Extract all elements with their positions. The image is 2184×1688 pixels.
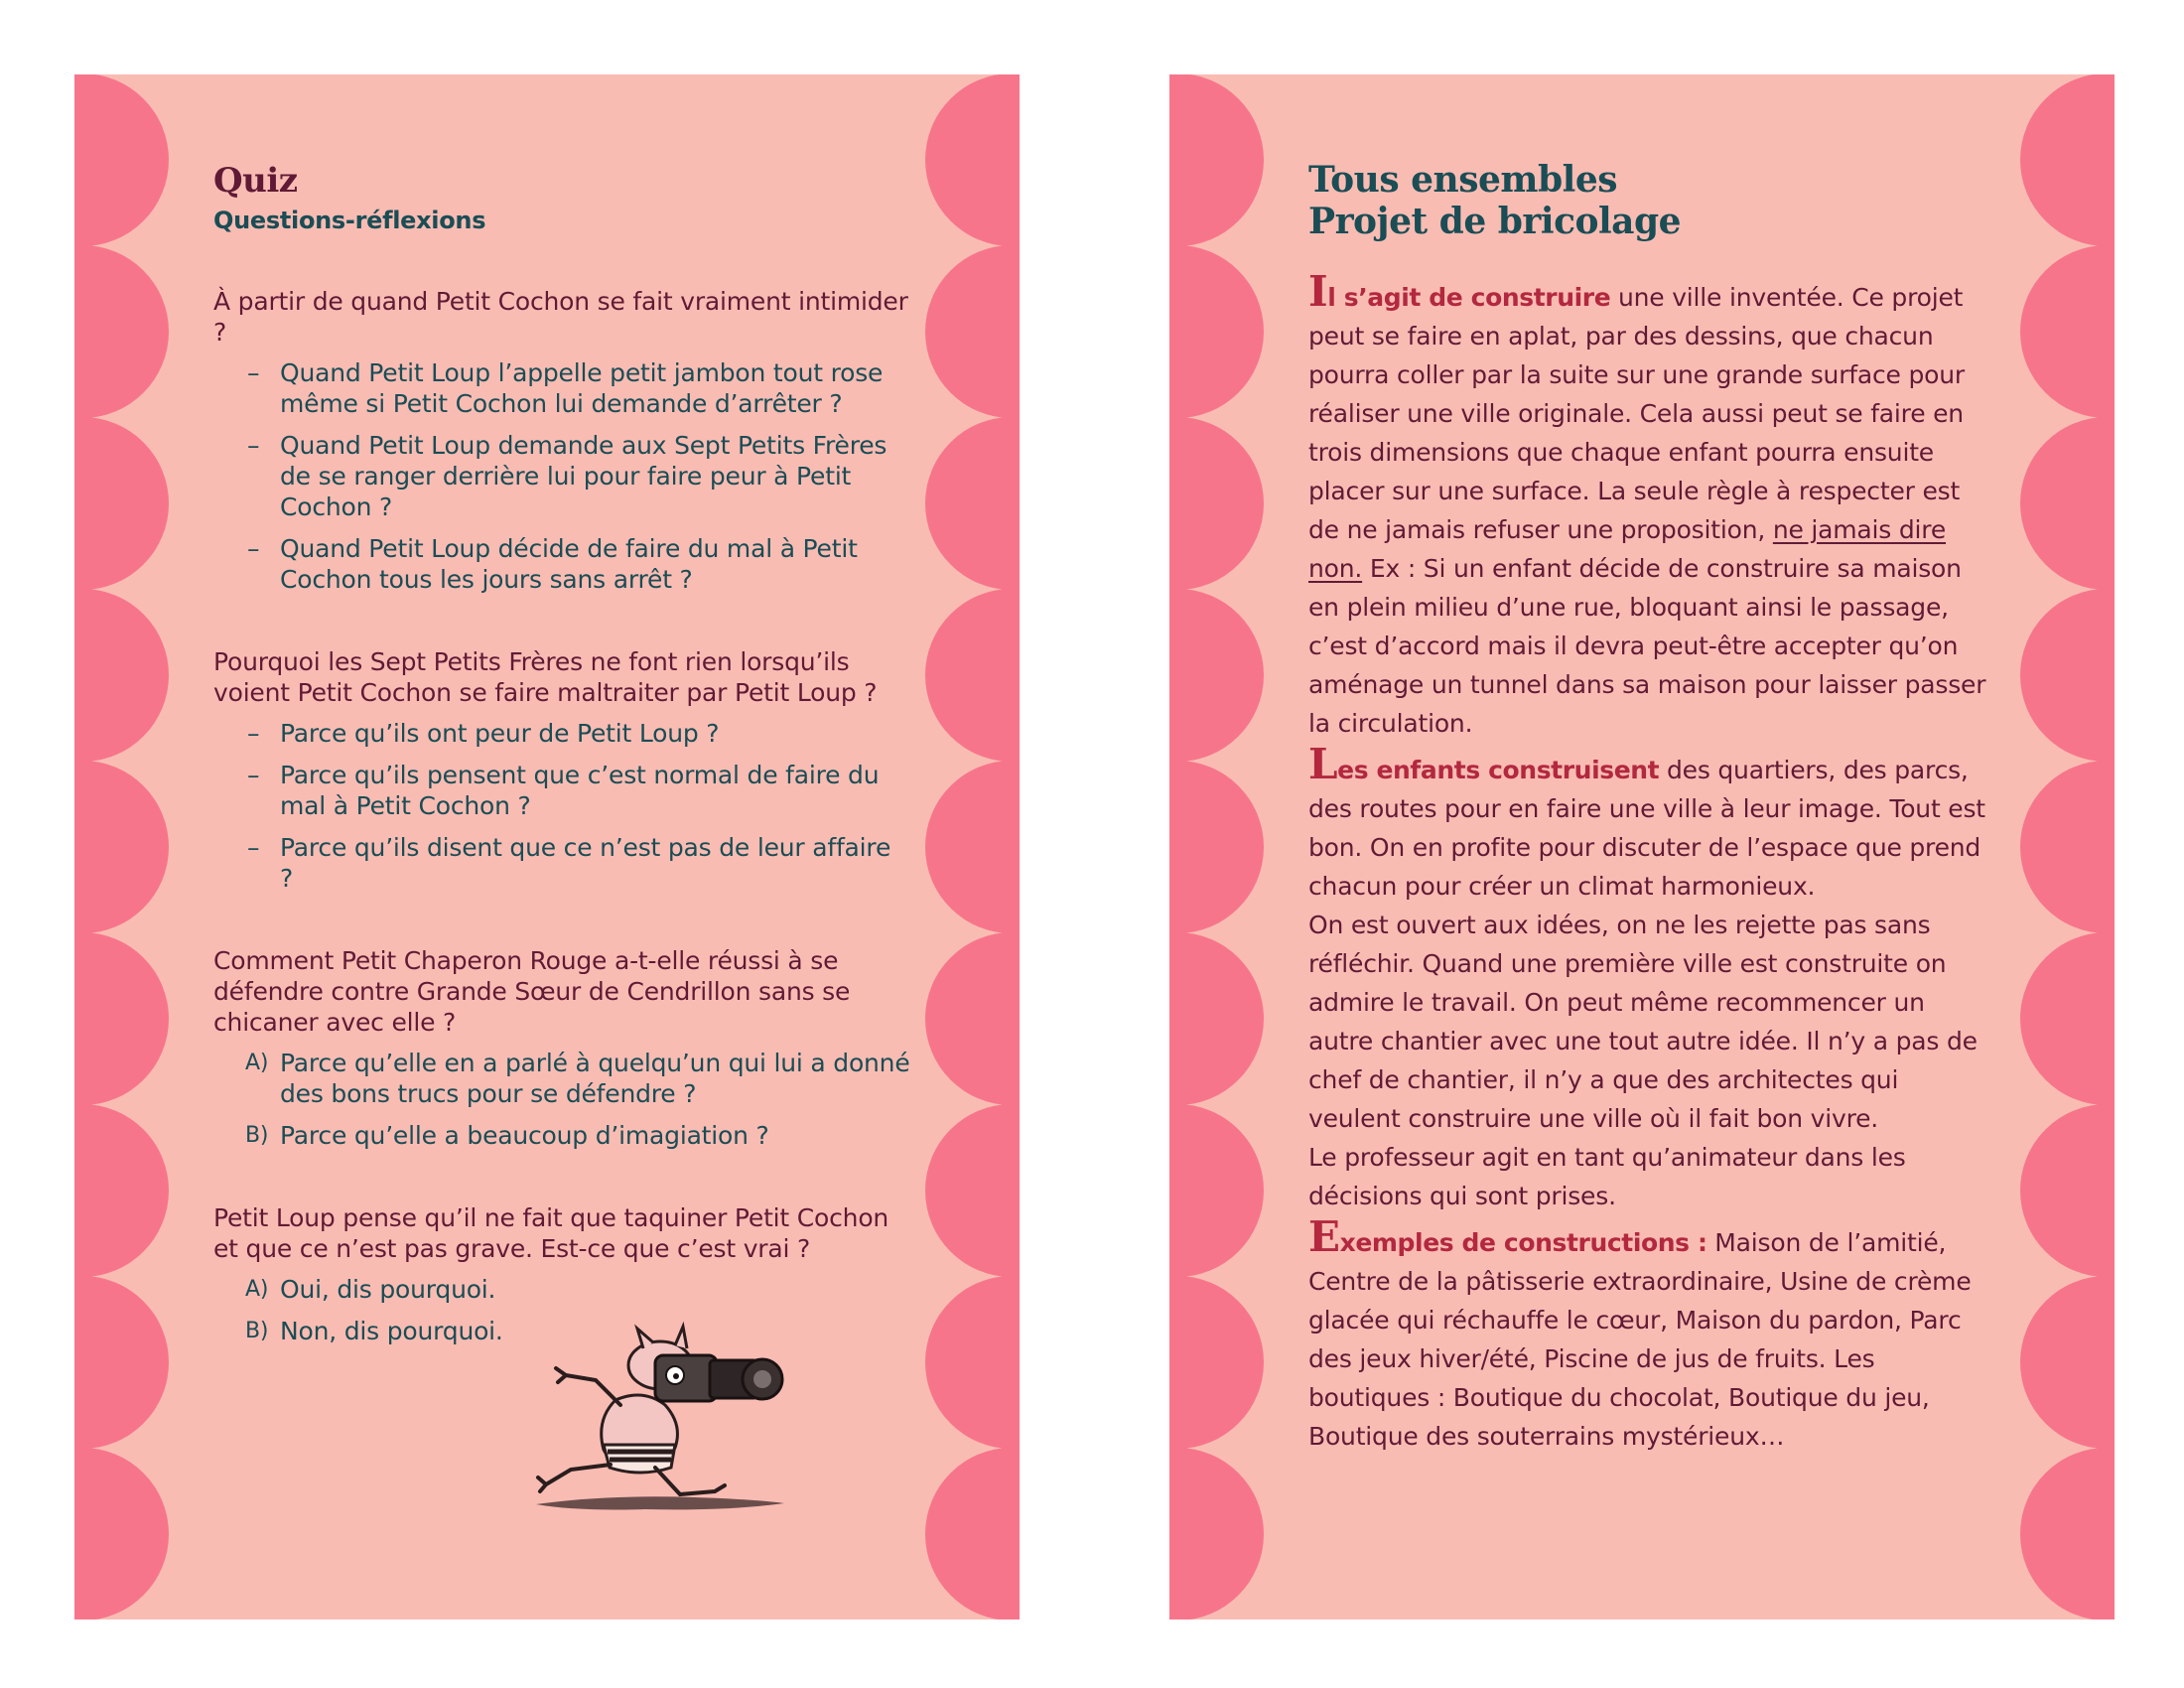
scallop-right (925, 932, 1020, 1105)
answer-item (213, 718, 910, 749)
scallop-left (74, 932, 169, 1105)
dash-marker: – (247, 358, 260, 387)
answer-item (213, 832, 910, 894)
paragraph-text: Maison de l’amitié, Centre de la pâtisserie extraordinaire, Usine de crème glacée qui réchauffe le cœur, Maison du pardon, Parc des jeux hiver/été, Piscine de jus de fruits. Les boutiques : Boutique du chocolat, Boutique du jeu, Boutique des souterrains mystérieux… (1308, 1228, 1972, 1451)
lead-phrase: l s’agit de construire (1327, 283, 1611, 312)
question-block (213, 286, 910, 595)
dash-marker: – (247, 761, 260, 789)
drop-cap: E (1308, 1212, 1340, 1261)
answer-text: Quand Petit Loup décide de faire du mal à Petit Cochon tous les jours sans arrêt ? (280, 534, 858, 594)
scallop-right (2020, 1448, 2115, 1619)
answer-text: Parce qu’elle en a parlé à quelqu’un qui lui a donné des bons trucs pour se défendre ? (280, 1049, 910, 1108)
title-line-2: Projet de bricolage (1308, 201, 1682, 242)
underlined-rule: ne jamais dire non. (1308, 515, 1946, 583)
answer-text: Parce qu’ils disent que ce n’est pas de leur affaire ? (280, 833, 891, 893)
dash-marker: – (247, 833, 260, 862)
answer-text: Quand Petit Loup l’appelle petit jambon tout rose même si Petit Cochon lui demande d’arrêter ? (280, 358, 884, 418)
question-text: Petit Loup pense qu’il ne fait que taquiner Petit Cochon et que ce n’est pas grave. Est-ce que c’est vrai ? (213, 1203, 889, 1263)
scallop-left (1169, 589, 1264, 762)
paragraph-text: Ex : Si un enfant décide de construire sa maison en plein milieu d’une rue, bloquant ainsi le passage, c’est d’accord mais il devra peut-être accepter qu’on aménage un tunnel dans sa maison pour laisser passer la circulation. (1308, 554, 1986, 738)
answer-text: Quand Petit Loup demande aux Sept Petits Frères de se ranger derrière lui pour faire peur à Petit Cochon ? (280, 431, 887, 521)
quiz-content (213, 159, 910, 1357)
scallop-left (74, 74, 169, 246)
scallop-left (74, 1448, 169, 1619)
question-text: À partir de quand Petit Cochon se fait vraiment intimider ? (213, 287, 908, 347)
scallop-right (2020, 1104, 2115, 1277)
answer-list (213, 718, 910, 894)
answer-text: Parce qu’elle a beaucoup d’imagiation ? (280, 1121, 769, 1150)
quiz-page (74, 74, 1020, 1619)
scallop-left (1169, 1104, 1264, 1277)
quiz-subtitle: Questions-réflexions (213, 207, 486, 234)
title-line-1: Tous ensembles (1308, 159, 1618, 201)
answer-item (213, 1048, 910, 1109)
scallop-right (925, 245, 1020, 418)
question-block (213, 945, 910, 1151)
scallop-left (74, 245, 169, 418)
pig-with-camera-illustration (526, 1321, 824, 1519)
scallop-right (925, 1448, 1020, 1619)
scallop-left (1169, 417, 1264, 590)
answer-text: Oui, dis pourquoi. (280, 1275, 496, 1304)
answer-text: Parce qu’ils ont peur de Petit Loup ? (280, 719, 720, 748)
scallop-left (1169, 74, 1264, 246)
question-block (213, 646, 910, 894)
option-letter: B) (245, 1319, 269, 1343)
answer-item (213, 430, 910, 522)
scallop-right (2020, 1276, 2115, 1449)
scallop-right (925, 1104, 1020, 1277)
dash-marker: – (247, 431, 260, 460)
scallop-left (74, 1276, 169, 1449)
paragraph-text: On est ouvert aux idées, on ne les rejette pas sans réfléchir. Quand une première ville est construite on admire le travail. On peut même recommencer un autre chantier avec une tout autre idée. Il n’y a pas de chef de chantier, il n’y a que des architectes qui veulent construire une ville où il fait bon vivre. (1308, 911, 1978, 1133)
craft-project-page (1169, 74, 2115, 1619)
scallop-right (925, 761, 1020, 933)
scallop-left (74, 761, 169, 933)
paragraph-text: des quartiers, des parcs, des routes pour en faire une ville à leur image. Tout est bon. On en profite pour discuter de l’espace que prend chacun pour créer un climat harmonieux. (1308, 756, 1985, 901)
answer-list (213, 1048, 910, 1151)
answer-item (213, 1274, 910, 1305)
scallop-left (74, 1104, 169, 1277)
quiz-title: Quiz (213, 161, 298, 201)
lead-phrase: xemples de constructions : (1339, 1228, 1707, 1257)
lead-phrase: es enfants construisent (1337, 756, 1660, 784)
option-letter: B) (245, 1123, 269, 1148)
scallop-left (1169, 932, 1264, 1105)
paragraph-text: une ville inventée. Ce projet peut se faire en aplat, par des dessins, que chacun pourra coller par la suite sur une grande surface pour réaliser une ville originale. Cela aussi peut se faire en trois dimensions que chaque enfant pourra ensuite placer sur une surface. La seule règle à respecter est de ne jamais refuser une proposition, (1308, 283, 1965, 544)
scallop-right (2020, 245, 2115, 418)
paragraph-3 (1308, 1212, 1995, 1456)
dash-marker: – (247, 719, 260, 748)
answer-item (213, 1120, 910, 1151)
answer-item (213, 533, 910, 595)
scallop-right (925, 417, 1020, 590)
scallop-right (2020, 932, 2115, 1105)
scallop-right (925, 74, 1020, 246)
paragraph-2 (1308, 740, 1995, 1215)
scallop-right (2020, 761, 2115, 933)
scallop-right (925, 589, 1020, 762)
dash-marker: – (247, 534, 260, 563)
paragraph-1 (1308, 267, 1995, 743)
scallop-left (74, 417, 169, 590)
scallop-right (2020, 589, 2115, 762)
answer-list (213, 357, 910, 595)
project-content (1308, 159, 1995, 1458)
option-letter: A) (245, 1277, 269, 1302)
scallop-left (1169, 761, 1264, 933)
answer-item (213, 760, 910, 821)
drop-cap: I (1308, 267, 1328, 316)
scallop-left (1169, 1448, 1264, 1619)
drop-cap: L (1308, 740, 1338, 788)
paragraph-text: Le professeur agit en tant qu’animateur dans les décisions qui sont prises. (1308, 1143, 1906, 1210)
scallop-left (1169, 1276, 1264, 1449)
question-text: Comment Petit Chaperon Rouge a-t-elle réussi à se défendre contre Grande Sœur de Cendrillon sans se chicaner avec elle ? (213, 946, 851, 1037)
option-letter: A) (245, 1051, 269, 1075)
question-text: Pourquoi les Sept Petits Frères ne font rien lorsqu’ils voient Petit Cochon se faire maltraiter par Petit Loup ? (213, 647, 878, 707)
scallop-right (2020, 417, 2115, 590)
answer-text: Parce qu’ils pensent que c’est normal de faire du mal à Petit Cochon ? (280, 761, 880, 820)
page-title (1308, 159, 1995, 242)
scallop-left (74, 589, 169, 762)
answer-item (213, 357, 910, 419)
answer-text: Non, dis pourquoi. (280, 1317, 503, 1345)
scallop-right (925, 1276, 1020, 1449)
scallop-right (2020, 74, 2115, 246)
scallop-left (1169, 245, 1264, 418)
